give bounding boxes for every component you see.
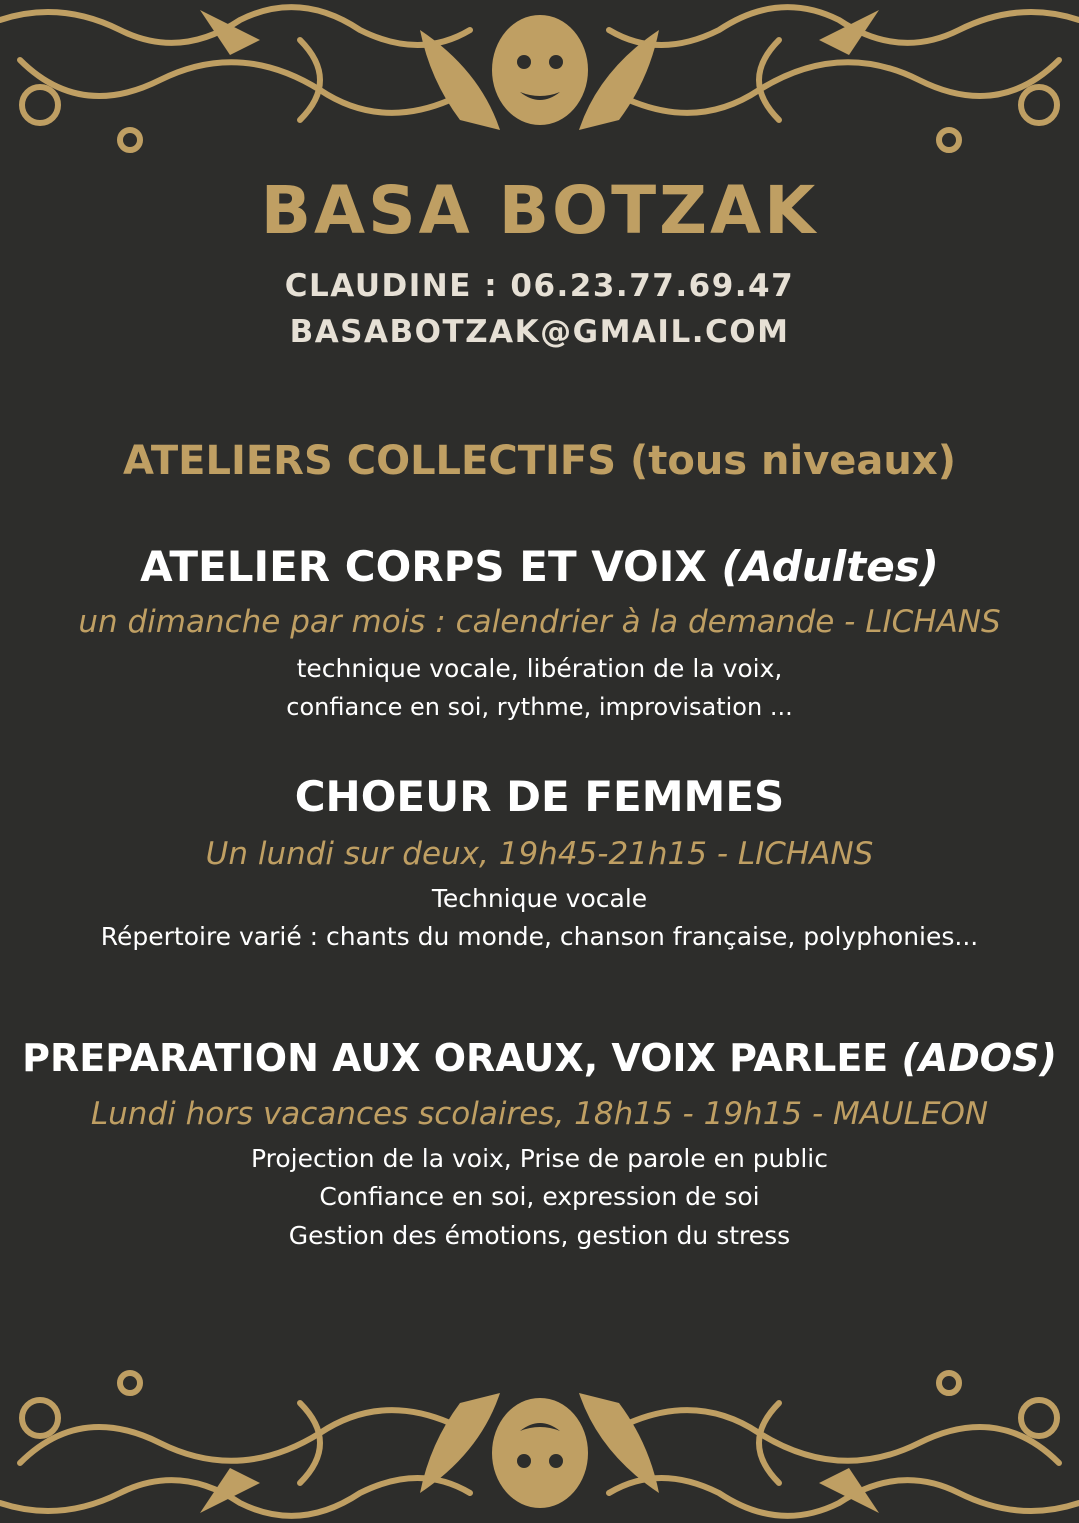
section-title-preparation-oraux: PREPARATION AUX ORAUX, VOIX PARLEE (ADOS)	[22, 1036, 1057, 1080]
section-title-corps-voix: ATELIER CORPS ET VOIX (Adultes)	[140, 542, 939, 591]
section-desc-line: Technique vocale	[431, 884, 648, 913]
section-desc-line: Répertoire varié : chants du monde, chanson française, polyphonies...	[100, 922, 979, 951]
section-schedule-corps-voix: un dimanche par mois : calendrier à la demande - LICHANS	[78, 604, 1001, 640]
section-schedule-choeur-femmes: Un lundi sur deux, 19h45-21h15 - LICHANS	[205, 836, 874, 872]
section-desc-line: Projection de la voix, Prise de parole en public	[251, 1144, 828, 1173]
contact-email: BASABOTZAK@GMAIL.COM	[289, 314, 790, 350]
section-desc-line: confiance en soi, rythme, improvisation ...	[286, 693, 793, 721]
contact-phone: CLAUDINE : 06.23.77.69.47	[284, 268, 795, 304]
section-desc-line: technique vocale, libération de la voix,	[296, 654, 783, 683]
section-title-choeur-femmes: CHOEUR DE FEMMES	[294, 772, 785, 821]
section-desc-line: Gestion des émotions, gestion du stress	[288, 1221, 791, 1250]
section-schedule-preparation-oraux: Lundi hors vacances scolaires, 18h15 - 19h15 - MAULEON	[90, 1096, 989, 1132]
brand-title: BASA BOTZAK	[260, 172, 819, 249]
ateliers-heading: ATELIERS COLLECTIFS (tous niveaux)	[123, 438, 956, 484]
section-desc-line: Confiance en soi, expression de soi	[319, 1182, 760, 1211]
